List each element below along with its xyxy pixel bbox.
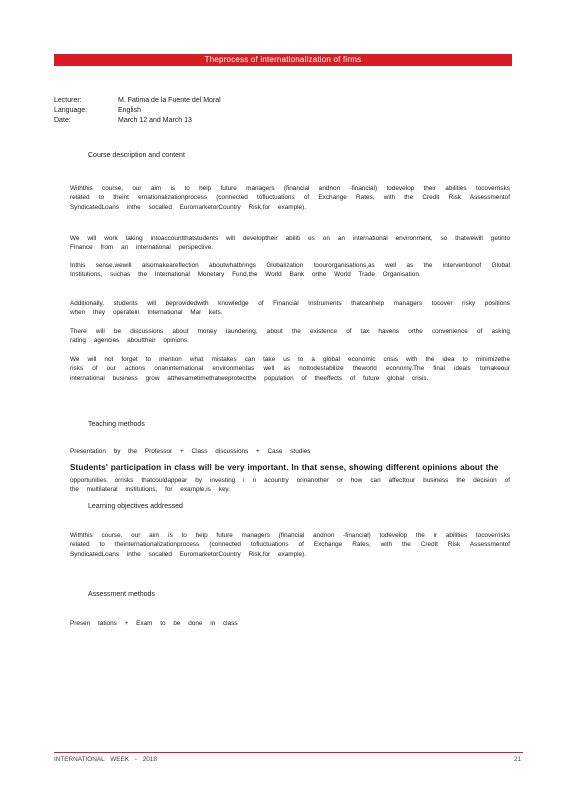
- meta-row-lecturer: [54, 96, 221, 106]
- meta-row-date: [54, 116, 221, 126]
- course-paragraph: Withthis course, our aim is to help future managers (financial andnon -financial) todevelop their abilities tocoverrisks related to theint ernationalizationprocess (connected tofluctuations of Exchange Rates, with the Credit Risk Assessmentof SyndicatedLoans inthe socalled EuromarketorCountry Risk,for example).: [70, 185, 510, 211]
- footer-label: INTERNATIONAL WEEK - 2018: [54, 756, 157, 763]
- page-number: 21: [514, 756, 522, 763]
- meta-row-language: [54, 106, 221, 116]
- course-paragraph: There will be discussions about money laundering, about the existence of tax havens orthe convenience of asking rating agencies abouttheir opinions.: [70, 328, 510, 345]
- footer-divider: [54, 752, 523, 753]
- course-paragraph: Inthis sense,wewill alsomakeareflection aboutwhatbrings Globalization toourorganisations,as well as the interventionof Global Institutions, suchas the International Monetary Fund,the World Bank orthe World Trade Organisation.: [70, 262, 510, 279]
- course-meta: [54, 96, 221, 126]
- page-title: Theprocess of internationalization of firms: [54, 54, 512, 66]
- section-heading-course: Course description and content: [88, 152, 185, 159]
- meta-key: Lecturer:: [54, 97, 82, 104]
- teaching-bold-line: Students' participation in class will be very important. In that sense, showing different opinions about the: [70, 463, 499, 472]
- learning-paragraph: Withthis course, our aim is to help future managers (financial andnon -financial) todevelop the ir abilities tocoverrisks related to theinternationalizationprocess (connected tofluctuations of Exchange Rates, with the Credit Risk Assessmentof SyndicatedLoans inthe socalled EuromarketorCountry Risk,for example).: [70, 532, 510, 558]
- section-heading-learning: Learning objectives addressed: [88, 503, 183, 510]
- assessment-line: Presen tations + Exam to be done in class: [70, 620, 238, 627]
- meta-value: M. Fatima de la Fuente del Moral: [118, 97, 221, 104]
- meta-value: March 12 and March 13: [118, 117, 192, 124]
- course-paragraph: Additionally, students will beprovidedwith knowledge of Financial Instruments thatcanhelp managers tocover risky positions when they operatein International Mar kets.: [70, 300, 510, 317]
- teaching-methods-line: Presentation by the Professor + Class discussions + Case studies: [70, 448, 311, 455]
- meta-key: Date:: [54, 117, 71, 124]
- meta-key: Language:: [54, 107, 88, 114]
- teaching-continuation: opportunities orrisks thatcouldappear by investing i n acountry orinanother or how can affecttour business the decision of the multilateral institutions, for example,is key.: [70, 477, 510, 494]
- section-heading-assessment: Assessment methods: [88, 591, 155, 598]
- section-heading-teaching: Teaching methods: [88, 421, 145, 428]
- course-paragraph: We will not forget to mention what mistakes can take us to a global economic crisis with the idea to minimizethe risks of our actions onaninternational environmentas well as nottodestabilize theworld economy.The final ideals tomakeour international business grow atthesametimethatweprotectthe population of theeffects of future global crisis.: [70, 356, 510, 382]
- course-paragraph: We will work taking intoaccountthatstudents will developtheir abiliti es on an international environment, so thatwewill getinto Finance from an international perspective.: [70, 235, 510, 252]
- meta-value: English: [118, 107, 141, 114]
